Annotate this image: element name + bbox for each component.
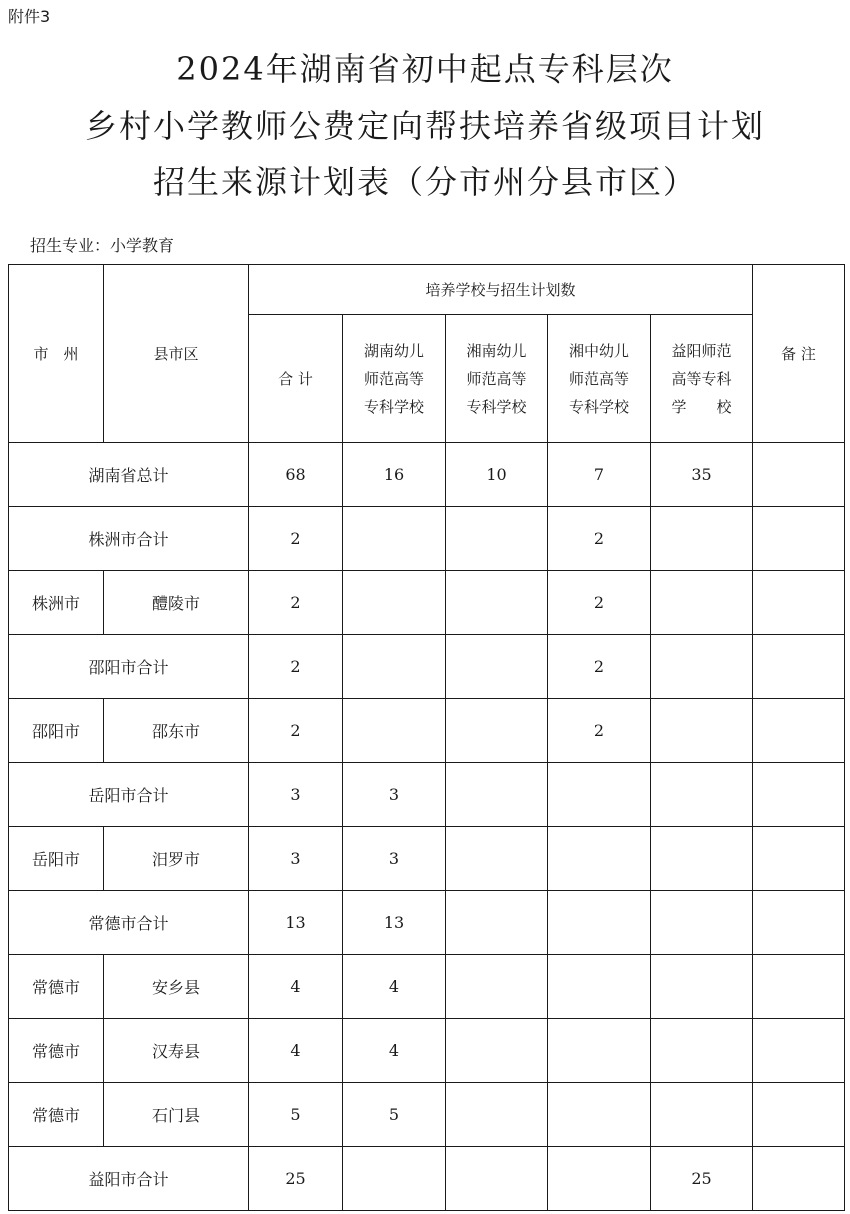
school3-cell <box>548 891 651 955</box>
school3-cell <box>548 1083 651 1147</box>
school4-cell <box>651 891 753 955</box>
notes-cell <box>753 1083 845 1147</box>
school2-cell <box>446 1019 548 1083</box>
school2-cell <box>446 827 548 891</box>
school2-cell <box>446 507 548 571</box>
subtotal-row <box>9 891 845 955</box>
total-cell: 4 <box>249 1019 343 1083</box>
school4-cell: 25 <box>651 1147 753 1211</box>
school2-cell <box>446 699 548 763</box>
school3-cell: 2 <box>548 635 651 699</box>
title-line-2: 乡村小学教师公费定向帮扶培养省级项目计划 <box>84 107 765 145</box>
school3-cell: 7 <box>548 443 651 507</box>
city-cell: 常德市 <box>9 1019 104 1083</box>
school1-cell <box>343 699 446 763</box>
school3-cell: 2 <box>548 507 651 571</box>
school4-cell: 35 <box>651 443 753 507</box>
notes-cell <box>753 635 845 699</box>
total-cell: 3 <box>249 827 343 891</box>
header-total: 合 计 <box>249 315 343 443</box>
school2-cell <box>446 1147 548 1211</box>
school2-cell <box>446 955 548 1019</box>
table-row <box>9 827 845 891</box>
subtotal-row <box>9 763 845 827</box>
row-label: 株洲市合计 <box>9 507 249 571</box>
county-cell: 汨罗市 <box>104 827 249 891</box>
school4-cell <box>651 507 753 571</box>
school4-cell <box>651 635 753 699</box>
total-cell: 4 <box>249 955 343 1019</box>
row-label: 岳阳市合计 <box>9 763 249 827</box>
school4-cell <box>651 955 753 1019</box>
total-cell: 68 <box>249 443 343 507</box>
header-notes: 备 注 <box>753 265 845 443</box>
notes-cell <box>753 443 845 507</box>
header-school-xiangzhong-preschool: 湘中幼儿 师范高等 专科学校 <box>548 315 651 443</box>
school3-cell: 2 <box>548 571 651 635</box>
school3-cell <box>548 827 651 891</box>
city-cell: 邵阳市 <box>9 699 104 763</box>
total-cell: 5 <box>249 1083 343 1147</box>
table-row <box>9 955 845 1019</box>
school3-cell: 2 <box>548 699 651 763</box>
city-cell: 株洲市 <box>9 571 104 635</box>
school1-cell <box>343 1147 446 1211</box>
attachment-label: 附件3 <box>8 7 51 26</box>
row-label: 湖南省总计 <box>9 443 249 507</box>
total-cell: 3 <box>249 763 343 827</box>
total-cell: 2 <box>249 635 343 699</box>
school3-cell <box>548 763 651 827</box>
school3-cell <box>548 1019 651 1083</box>
title-line-3: 招生来源计划表（分市州分县市区） <box>152 163 697 201</box>
school1-cell: 16 <box>343 443 446 507</box>
table-row <box>9 699 845 763</box>
notes-cell <box>753 955 845 1019</box>
table-row <box>9 571 845 635</box>
county-cell: 安乡县 <box>104 955 249 1019</box>
city-cell: 常德市 <box>9 1083 104 1147</box>
row-label: 常德市合计 <box>9 891 249 955</box>
school1-cell <box>343 507 446 571</box>
header-county: 县市区 <box>104 265 249 443</box>
total-cell: 2 <box>249 507 343 571</box>
city-cell: 常德市 <box>9 955 104 1019</box>
major-label: 招生专业：小学教育 <box>30 236 175 255</box>
school1-cell <box>343 571 446 635</box>
school2-cell <box>446 891 548 955</box>
school4-cell <box>651 571 753 635</box>
school4-cell <box>651 827 753 891</box>
subtotal-row <box>9 507 845 571</box>
total-cell: 2 <box>249 571 343 635</box>
county-cell: 汉寿县 <box>104 1019 249 1083</box>
school1-cell: 4 <box>343 1019 446 1083</box>
table-row <box>9 1083 845 1147</box>
school1-cell: 13 <box>343 891 446 955</box>
school2-cell: 10 <box>446 443 548 507</box>
enrollment-plan-table <box>8 264 845 1211</box>
school4-cell <box>651 763 753 827</box>
notes-cell <box>753 891 845 955</box>
school1-cell: 5 <box>343 1083 446 1147</box>
title-line-1: 2024年湖南省初中起点专科层次 <box>176 50 674 88</box>
notes-cell <box>753 571 845 635</box>
notes-cell <box>753 1019 845 1083</box>
notes-cell <box>753 763 845 827</box>
school2-cell <box>446 763 548 827</box>
school4-cell <box>651 1083 753 1147</box>
notes-cell <box>753 1147 845 1211</box>
school4-cell <box>651 699 753 763</box>
header-city: 市 州 <box>9 265 104 443</box>
total-cell: 25 <box>249 1147 343 1211</box>
header-school-group: 培养学校与招生计划数 <box>249 265 753 315</box>
header-school-yiyang-normal: 益阳师范 高等专科 学 校 <box>651 315 753 443</box>
county-cell: 石门县 <box>104 1083 249 1147</box>
subtotal-row <box>9 443 845 507</box>
notes-cell <box>753 507 845 571</box>
city-cell: 岳阳市 <box>9 827 104 891</box>
subtotal-row <box>9 635 845 699</box>
subtotal-row <box>9 1147 845 1211</box>
school3-cell <box>548 955 651 1019</box>
school1-cell: 3 <box>343 827 446 891</box>
county-cell: 邵东市 <box>104 699 249 763</box>
header-school-xiangnan-preschool: 湘南幼儿 师范高等 专科学校 <box>446 315 548 443</box>
notes-cell <box>753 699 845 763</box>
county-cell: 醴陵市 <box>104 571 249 635</box>
row-label: 益阳市合计 <box>9 1147 249 1211</box>
school1-cell <box>343 635 446 699</box>
school1-cell: 3 <box>343 763 446 827</box>
school2-cell <box>446 635 548 699</box>
total-cell: 2 <box>249 699 343 763</box>
notes-cell <box>753 827 845 891</box>
school2-cell <box>446 571 548 635</box>
row-label: 邵阳市合计 <box>9 635 249 699</box>
school4-cell <box>651 1019 753 1083</box>
school1-cell: 4 <box>343 955 446 1019</box>
school2-cell <box>446 1083 548 1147</box>
total-cell: 13 <box>249 891 343 955</box>
header-school-hunan-preschool: 湖南幼儿 师范高等 专科学校 <box>343 315 446 443</box>
table-row <box>9 1019 845 1083</box>
school3-cell <box>548 1147 651 1211</box>
